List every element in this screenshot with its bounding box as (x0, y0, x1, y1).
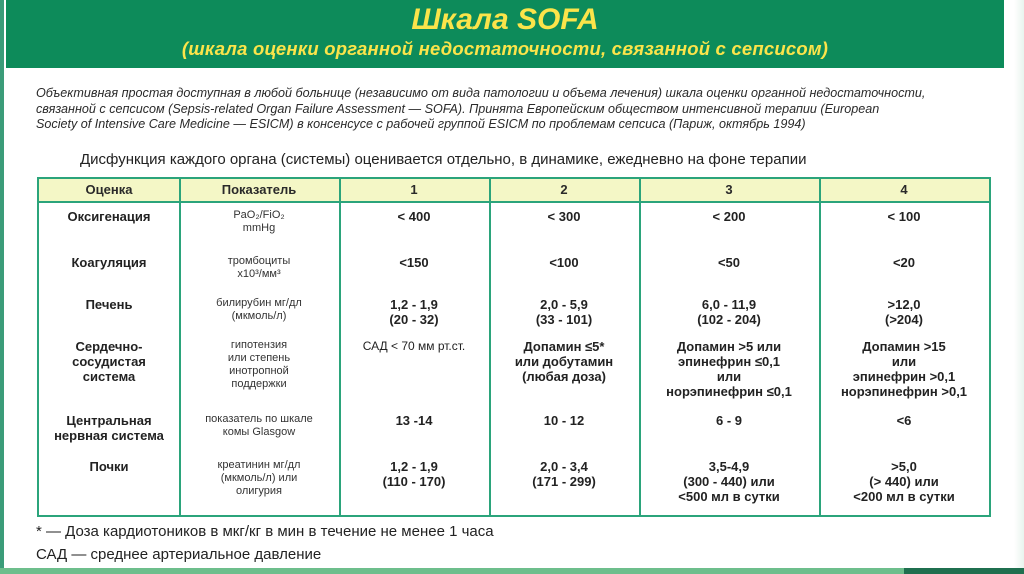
grade-1-value-line: САД < 70 мм рт.ст. (362, 339, 466, 353)
header-grade-4: 4 (900, 182, 908, 197)
row-parameter-line: гипотензия (230, 339, 288, 351)
grade-4-value (819, 209, 989, 224)
intro-line: Объективная простая доступная в любой больнице (независимо от вида патологии и объема лечения) шкала оценки органной недостаточности, (36, 86, 926, 100)
grade-3-value-line: 6,0 - 11,9 (701, 297, 757, 312)
grade-2-value (489, 339, 639, 384)
grade-3-value (639, 297, 819, 327)
grade-3-value-line: < 200 (712, 209, 746, 224)
row-parameter-line: билирубин мг/дл (216, 297, 302, 309)
row-parameter (179, 459, 339, 498)
row-label (39, 339, 179, 384)
grade-2-value-line: 2,0 - 3,4 (540, 459, 588, 474)
grade-2-value-line: <100 (549, 255, 579, 270)
row-parameter-line: mmHg (242, 222, 276, 234)
row-label (39, 255, 179, 270)
row-parameter (179, 297, 339, 323)
row-parameter (179, 209, 339, 235)
grade-2-value-line: Допамин ≤5* (523, 339, 605, 354)
grade-1-value-line: (20 - 32) (389, 312, 439, 327)
grade-4-value (819, 255, 989, 270)
row-label-line: система (82, 369, 136, 384)
row-label-line: Печень (85, 297, 133, 312)
grade-2-value-line: 10 - 12 (543, 413, 585, 428)
bottom-accent-bar (0, 568, 1024, 574)
page-subtitle: (шкала оценки органной недостаточности, связанной с сепсисом) (181, 38, 829, 59)
grade-4-value-line: <6 (896, 413, 912, 428)
right-edge-shadow (1014, 0, 1024, 574)
grade-4-value (819, 413, 989, 428)
row-label (39, 413, 179, 443)
grade-4-value-line: >5,0 (891, 459, 917, 474)
grade-2-value-line: < 300 (547, 209, 581, 224)
row-parameter-line: (мкмоль/л) или (220, 472, 298, 484)
header-parameter: Показатель (221, 182, 297, 197)
row-parameter-line: (мкмоль/л) (231, 310, 287, 322)
grade-4-value (819, 297, 989, 327)
sofa-table (37, 177, 991, 517)
grade-3-value (639, 255, 819, 270)
row-label-line: Сердечно- (75, 339, 143, 354)
bottom-accent-dark (904, 568, 1024, 574)
grade-1-value (339, 255, 489, 270)
footnote-dose: * — Доза кардиотоников в мкг/кг в мин в течение не менее 1 часа (36, 523, 494, 540)
grade-3-value (639, 459, 819, 504)
grade-3-value-line: (300 - 440) или (683, 474, 775, 489)
grade-4-value-line: <200 мл в сутки (853, 489, 955, 504)
header-grade-2: 2 (560, 182, 568, 197)
grade-2-value-line: (любая доза) (522, 369, 606, 384)
row-label-line: Коагуляция (71, 255, 147, 270)
grade-4-value-line: (>204) (885, 312, 923, 327)
row-label-line: нервная система (54, 428, 164, 443)
grade-3-value-line: эпинефрин ≤0,1 (677, 354, 781, 369)
row-label-line: сосудистая (72, 354, 146, 369)
grade-4-value (819, 339, 989, 399)
grade-4-value-line: Допамин >15 (862, 339, 946, 354)
header-grade-1: 1 (410, 182, 418, 197)
grade-1-value (339, 459, 489, 489)
title-banner (6, 0, 1004, 68)
grade-3-value-line: 3,5-4,9 (708, 459, 750, 474)
table-header-row (39, 179, 989, 203)
row-parameter-line: или степень (227, 352, 291, 364)
row-label-line: Оксигенация (67, 209, 151, 224)
grade-3-value (639, 413, 819, 428)
grade-4-value-line: >12,0 (887, 297, 921, 312)
row-parameter-line: тромбоциты (227, 255, 291, 267)
grade-2-value-line: или добутамин (514, 354, 614, 369)
header-score: Оценка (85, 182, 133, 197)
grade-1-value (339, 297, 489, 327)
grade-2-value-line: 2,0 - 5,9 (540, 297, 588, 312)
header-grade-3: 3 (725, 182, 733, 197)
page-title: Шкала SOFA (411, 3, 599, 36)
grade-4-value-line: < 100 (887, 209, 921, 224)
grade-1-value (339, 209, 489, 224)
row-parameter-line: креатинин мг/дл (217, 459, 301, 471)
grade-1-value-line: < 400 (397, 209, 431, 224)
row-parameter (179, 413, 339, 439)
row-label-line: Почки (89, 459, 129, 474)
grade-3-value-line: Допамин >5 или (676, 339, 782, 354)
row-parameter-line: поддержки (231, 378, 287, 390)
grade-1-value (339, 339, 489, 353)
row-parameter-line: комы Glasgow (222, 426, 296, 438)
grade-4-value-line: (> 440) или (869, 474, 939, 489)
grade-2-value (489, 297, 639, 327)
grade-1-value-line: 1,2 - 1,9 (390, 297, 438, 312)
footnote-map: САД — среднее артериальное давление (36, 546, 322, 563)
row-parameter-line: x10³/мм³ (237, 268, 281, 280)
grade-3-value-line: (102 - 204) (697, 312, 761, 327)
grade-3-value-line: <50 (717, 255, 741, 270)
grade-2-value (489, 413, 639, 428)
grade-2-value-line: (33 - 101) (535, 312, 593, 327)
grade-1-value-line: (110 - 170) (382, 474, 446, 489)
row-parameter-line: инотропной (229, 365, 289, 377)
row-label (39, 297, 179, 312)
grade-3-value (639, 209, 819, 224)
row-parameter (179, 255, 339, 281)
grade-3-value (639, 339, 819, 399)
row-parameter-line: PaO₂/FiO₂ (233, 209, 285, 221)
grade-3-value-line: <500 мл в сутки (678, 489, 780, 504)
grade-4-value-line: эпинефрин >0,1 (852, 369, 956, 384)
intro-line: Society of Intensive Care Medicine — ESICM) в консенсусе с рабочей группой ESICM по проблемам сепсиса (Париж, октябрь 1994) (36, 117, 806, 131)
intro-paragraph (36, 86, 996, 133)
row-parameter-line: олигурия (235, 485, 283, 497)
left-accent-bar (0, 0, 4, 574)
grade-3-value-line: или (716, 369, 742, 384)
grade-1-value-line: <150 (399, 255, 429, 270)
row-label (39, 209, 179, 224)
row-parameter-line: показатель по шкале (205, 413, 313, 425)
grade-1-value-line: 13 -14 (395, 413, 433, 428)
grade-4-value-line: <20 (892, 255, 916, 270)
grade-2-value (489, 459, 639, 489)
grade-1-value-line: 1,2 - 1,9 (390, 459, 438, 474)
row-label-line: Центральная (66, 413, 152, 428)
grade-1-value (339, 413, 489, 428)
grade-2-value (489, 209, 639, 224)
grade-2-value-line: (171 - 299) (532, 474, 596, 489)
grade-4-value-line: норэпинефрин >0,1 (840, 384, 968, 399)
intro-line: связанной с сепсисом (Sepsis-related Organ Failure Assessment — SOFA). Принята Европейским обществом интенсивной терапии (European (36, 101, 880, 116)
row-label (39, 459, 179, 474)
instruction-text: Дисфункция каждого органа (системы) оценивается отдельно, в динамике, ежедневно на фоне терапии (80, 151, 807, 168)
row-parameter (179, 339, 339, 391)
grade-3-value-line: 6 - 9 (715, 413, 742, 428)
grade-4-value (819, 459, 989, 504)
grade-4-value-line: или (891, 354, 917, 369)
grade-2-value (489, 255, 639, 270)
grade-3-value-line: норэпинефрин ≤0,1 (666, 384, 792, 399)
